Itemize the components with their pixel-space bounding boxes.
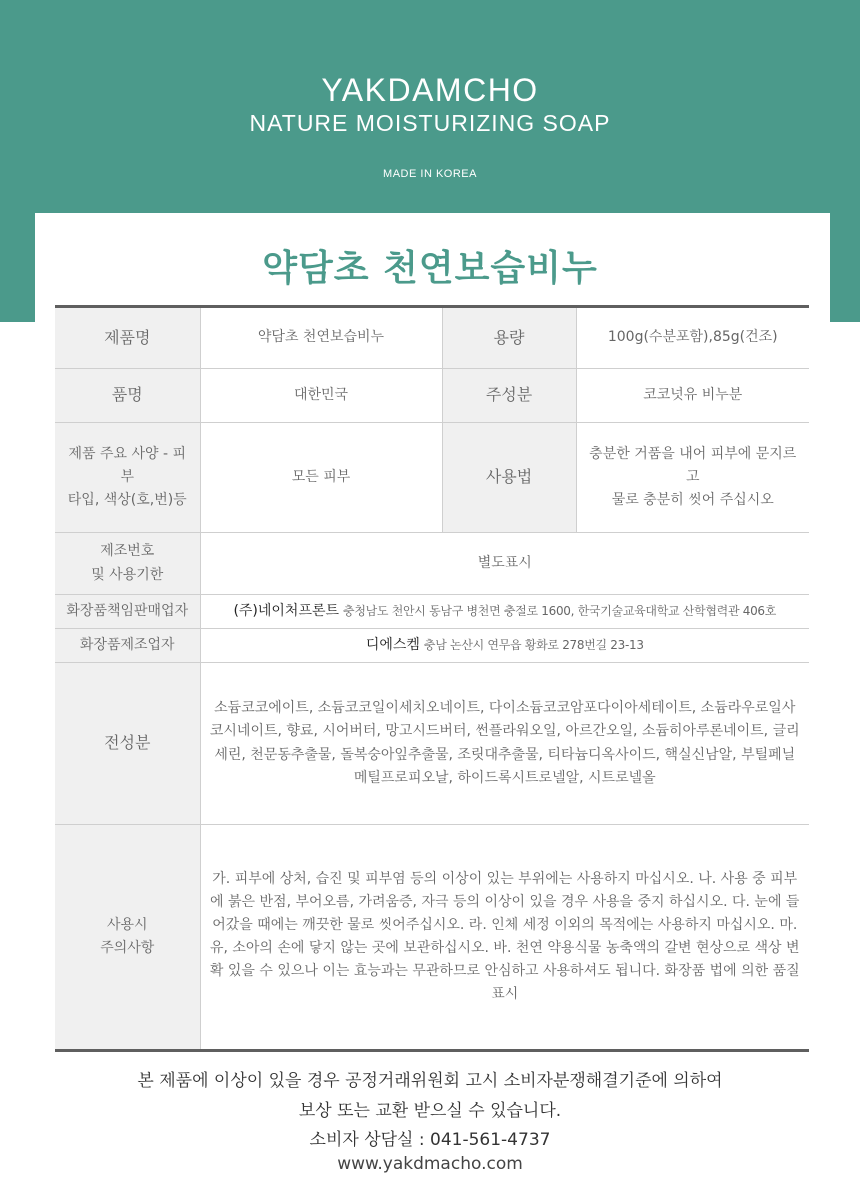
- seller-value: [200, 595, 809, 629]
- manufacturer-address: 충남 논산시 연무읍 황화로 278번길 23-13: [423, 637, 644, 652]
- product-info-table: [55, 305, 809, 1052]
- caution-label: [55, 825, 200, 1051]
- lot-label-line1: 제조번호: [100, 543, 155, 560]
- lot-value: 별도표시: [200, 533, 809, 595]
- capacity-label: 용량: [442, 307, 576, 369]
- spec-label-line2: 타입, 색상(호,번)등: [67, 492, 187, 509]
- capacity-value: 100g(수분포함),85g(건조): [576, 307, 809, 369]
- lot-label: [55, 533, 200, 595]
- table-row: [55, 629, 809, 663]
- product-english-name: NATURE MOISTURIZING SOAP: [249, 110, 611, 136]
- page-title: 약담초 천연보습비누: [262, 248, 598, 289]
- table-row: [55, 663, 809, 825]
- seller-label: 화장품책임판매업자: [55, 595, 200, 629]
- website-link[interactable]: www.yakdmacho.com: [337, 1154, 523, 1174]
- origin-label: MADE IN KOREA: [383, 168, 477, 180]
- usage-label: 사용법: [442, 423, 576, 533]
- item-value: 대한민국: [200, 369, 442, 423]
- ingredients-value: 소듐코코에이트, 소듐코코일이세치오네이트, 다이소듐코코암포다이아세테이트, 소듐라우로일사코시네이트, 향료, 시어버터, 망고시드버터, 썬플라워오일, 아르간오일, 소듐히아루론네이트, 글리세린, 천문동추출물, 돌복숭아잎추출물, 조릿대추출물, 티타늄디옥사이드, 핵실신남알, 부틸페닐메틸프로피오날, 하이드록시트로넬알, 시트로넬올: [200, 663, 809, 825]
- table-row: [55, 423, 809, 533]
- product-name-value: 약담초 천연보습비누: [200, 307, 442, 369]
- manufacturer-label: 화장품제조업자: [55, 629, 200, 663]
- footer-notice-line2: 보상 또는 교환 받으실 수 있습니다.: [298, 1101, 562, 1121]
- usage-value-line1: 충분한 거품을 내어 피부에 문지르고: [589, 445, 797, 485]
- main-ingredient-label: 주성분: [442, 369, 576, 423]
- product-name-label: 제품명: [55, 307, 200, 369]
- caution-label-line2: 주의사항: [100, 940, 155, 956]
- table-row: [55, 533, 809, 595]
- lot-label-line2: 및 사용기한: [91, 566, 164, 583]
- customer-service-phone: 소비자 상담실 : 041-561-4737: [309, 1130, 551, 1150]
- seller-address: 충청남도 천안시 동남구 병천면 충절로 1600, 한국기술교육대학교 산학협력관 406호: [343, 603, 777, 618]
- footer-notice-line1: 본 제품에 이상이 있을 경우 공정거래위원회 고시 소비자분쟁해결기준에 의하여: [137, 1071, 723, 1091]
- table-row: [55, 595, 809, 629]
- manufacturer-name: 디에스켐: [365, 636, 420, 653]
- main-ingredient-value: 코코넛유 비누분: [576, 369, 809, 423]
- table-row: [55, 825, 809, 1051]
- caution-label-line1: 사용시: [106, 916, 148, 933]
- table-row: [55, 307, 809, 369]
- seller-name: (주)네이처프론트: [233, 602, 340, 619]
- brand-name: YAKDAMCHO: [321, 72, 539, 108]
- item-label: 품명: [55, 369, 200, 423]
- ingredients-label: 전성분: [55, 663, 200, 825]
- spec-label: [55, 423, 200, 533]
- manufacturer-value: [200, 629, 809, 663]
- caution-value: 가. 피부에 상처, 습진 및 피부염 등의 이상이 있는 부위에는 사용하지 마십시오. 나. 사용 중 피부에 붉은 반점, 부어오름, 가려움증, 자극 등의 이상이 있을 경우 사용을 중지 하십시오. 다. 눈에 들어갔을 때에는 깨끗한 물로 씻어주십시오. 라. 인체 세정 이외의 목적에는 사용하지 마십시오. 마. 유, 소아의 손에 닿지 않는 곳에 보관하십시오. 바. 천연 약용식물 농축액의 갈변 현상으로 색상 변확 있을 수 있으나 이는 효능과는 무관하므로 안심하고 사용하셔도 됩니다. 화장품 법에 의한 품질표시: [200, 825, 809, 1051]
- usage-value-line2: 물로 충분히 씻어 주십시오: [611, 492, 774, 509]
- table-row: [55, 369, 809, 423]
- spec-label-line1: 제품 주요 사양 - 피부: [68, 445, 187, 485]
- usage-value: [576, 423, 809, 533]
- spec-value: 모든 피부: [200, 423, 442, 533]
